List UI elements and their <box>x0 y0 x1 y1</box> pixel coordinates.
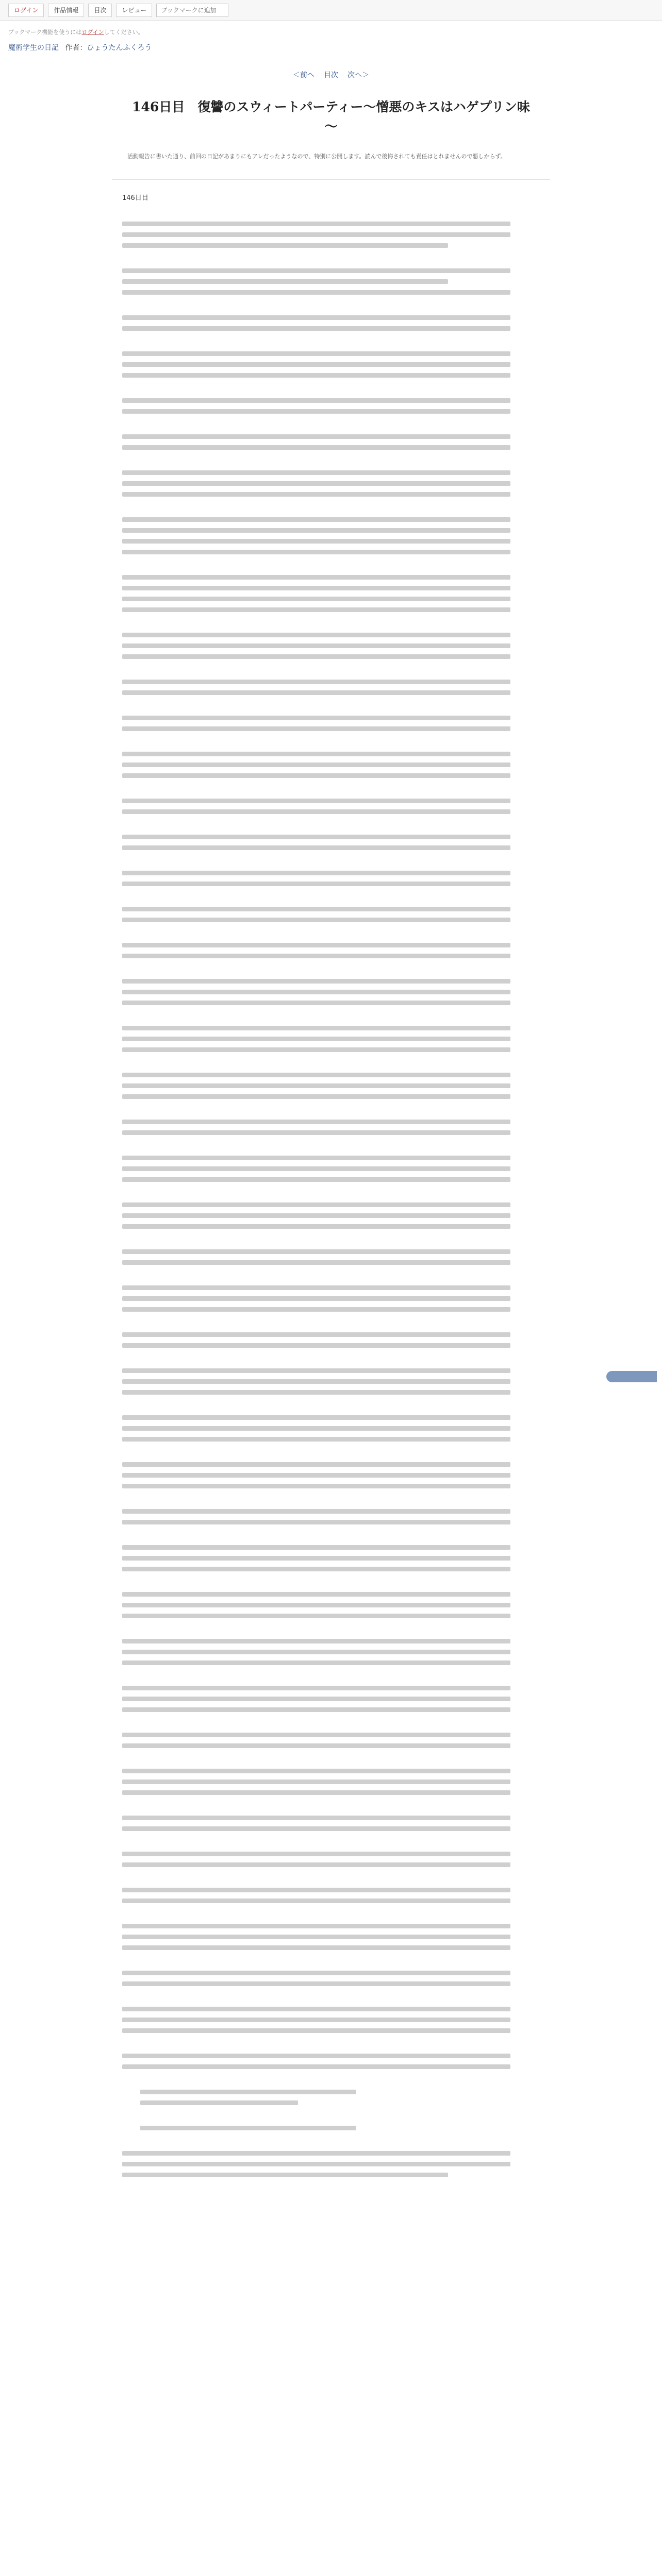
text-line <box>122 1981 510 1986</box>
body-paragraph <box>122 907 540 922</box>
body-paragraph <box>122 716 540 731</box>
body-paragraph <box>122 1462 540 1488</box>
episode-body-continued <box>112 2151 550 2177</box>
body-paragraph <box>122 1924 540 1950</box>
text-line <box>122 1790 510 1795</box>
text-line <box>122 1780 510 1784</box>
text-line <box>122 2173 448 2177</box>
text-line <box>122 907 510 911</box>
text-line <box>122 445 510 450</box>
text-line <box>122 2054 510 2058</box>
text-line <box>122 1426 510 1431</box>
text-line <box>122 1816 510 1820</box>
top-bar <box>0 0 662 21</box>
body-paragraph <box>122 835 540 850</box>
text-line <box>122 716 510 720</box>
text-line <box>122 1603 510 1607</box>
episode-body <box>112 222 550 2069</box>
text-line <box>122 1614 510 1618</box>
text-line <box>122 1285 510 1290</box>
text-line <box>122 1852 510 1856</box>
text-line <box>122 1307 510 1312</box>
text-line <box>122 1660 510 1665</box>
day-label: 146日目 <box>122 194 148 202</box>
text-line <box>122 232 510 237</box>
body-paragraph <box>122 1592 540 1618</box>
body-paragraph <box>122 351 540 378</box>
text-line <box>122 1177 510 1182</box>
text-line <box>122 481 510 486</box>
text-line <box>122 1001 510 1005</box>
text-line <box>122 492 510 497</box>
text-line <box>122 315 510 320</box>
author-link[interactable]: ひょうたんふくろう <box>87 44 152 52</box>
body-paragraph <box>122 1026 540 1052</box>
episode-page <box>112 70 550 2198</box>
text-line <box>122 290 510 295</box>
text-line <box>122 222 510 226</box>
body-paragraph <box>122 470 540 497</box>
text-line <box>122 835 510 839</box>
text-line <box>122 1639 510 1643</box>
episode-title: 146日目 復讐のスウィートパーティー～憎悪のキスはハゲプリン味～ <box>132 99 530 134</box>
text-line <box>122 2162 510 2166</box>
body-paragraph <box>122 1120 540 1135</box>
text-line <box>122 351 510 356</box>
text-line <box>122 1899 510 1903</box>
body-paragraph <box>122 1769 540 1795</box>
divider <box>112 179 550 180</box>
notice-suffix: してください。 <box>104 29 144 36</box>
text-line <box>122 882 510 886</box>
text-line <box>122 1484 510 1488</box>
body-paragraph <box>122 575 540 612</box>
body-paragraph <box>122 1545 540 1571</box>
body-paragraph <box>122 1415 540 1442</box>
text-line <box>122 2028 510 2033</box>
text-line <box>122 654 510 659</box>
author-prefix: 作者： <box>65 44 87 52</box>
text-line <box>122 726 510 731</box>
text-line <box>122 470 510 475</box>
text-line <box>122 1260 510 1265</box>
text-line <box>122 1094 510 1099</box>
text-line <box>122 1556 510 1561</box>
work-header <box>0 21 662 53</box>
text-line <box>122 1971 510 1975</box>
body-paragraph <box>122 1971 540 1986</box>
body-paragraph <box>122 871 540 886</box>
menu-review-button[interactable] <box>116 4 152 17</box>
episode-nav <box>112 70 550 80</box>
body-paragraph <box>122 1733 540 1748</box>
text-line <box>122 1073 510 1077</box>
next-link[interactable]: 次へ＞ <box>347 71 369 79</box>
text-line <box>122 1509 510 1514</box>
text-line <box>122 1545 510 1550</box>
text-line <box>122 539 510 544</box>
text-line <box>122 1202 510 1207</box>
text-line <box>122 326 510 331</box>
text-line <box>122 1743 510 1748</box>
text-line <box>122 1083 510 1088</box>
closing-note <box>140 2090 372 2130</box>
body-paragraph <box>122 1202 540 1229</box>
text-line <box>122 1462 510 1467</box>
text-line <box>122 1026 510 1030</box>
login-button[interactable] <box>8 4 44 17</box>
text-line <box>122 2007 510 2011</box>
menu-work-info-button[interactable] <box>48 4 84 17</box>
text-line <box>122 871 510 875</box>
body-paragraph <box>122 434 540 450</box>
page-top-tab[interactable] <box>606 1371 657 1382</box>
text-line <box>122 633 510 637</box>
text-line <box>122 517 510 522</box>
text-line <box>122 586 510 590</box>
body-paragraph <box>122 799 540 814</box>
text-line <box>122 528 510 533</box>
text-line <box>122 1733 510 1737</box>
body-paragraph <box>122 1249 540 1265</box>
text-line <box>122 1473 510 1478</box>
text-line <box>122 1296 510 1301</box>
text-line <box>122 1390 510 1395</box>
text-line <box>122 1888 510 1892</box>
body-paragraph <box>122 2007 540 2033</box>
search-input[interactable] <box>156 4 228 17</box>
text-line <box>122 362 510 367</box>
text-line <box>122 2018 510 2022</box>
text-line <box>122 1650 510 1654</box>
body-paragraph <box>122 268 540 295</box>
toc-link[interactable]: 目次 <box>324 71 338 79</box>
body-paragraph <box>122 1816 540 1831</box>
text-line <box>122 1130 510 1135</box>
text-line <box>122 607 510 612</box>
body-paragraph <box>122 680 540 695</box>
text-line <box>122 575 510 580</box>
body-paragraph <box>122 1368 540 1395</box>
login-notice <box>8 28 654 36</box>
text-line <box>122 1368 510 1373</box>
body-paragraph <box>122 517 540 554</box>
login-label: ログイン <box>14 7 39 14</box>
body-paragraph <box>140 2126 372 2130</box>
body-paragraph <box>122 1639 540 1665</box>
text-line <box>140 2126 356 2130</box>
text-line <box>122 1224 510 1229</box>
text-line <box>140 2100 298 2105</box>
body-paragraph <box>122 943 540 958</box>
text-line <box>122 990 510 994</box>
text-line <box>122 1826 510 1831</box>
text-line <box>122 268 510 273</box>
body-paragraph <box>122 2151 540 2177</box>
text-line <box>122 1120 510 1124</box>
text-line <box>122 409 510 414</box>
menu-toc-button[interactable] <box>88 4 112 17</box>
text-line <box>122 1935 510 1939</box>
text-line <box>122 279 448 284</box>
body-paragraph <box>122 1285 540 1312</box>
menu-label: レビュー <box>122 7 147 14</box>
text-line <box>122 2064 510 2069</box>
body-paragraph <box>122 1852 540 1867</box>
body-paragraph <box>122 315 540 331</box>
text-line <box>122 918 510 922</box>
prev-link[interactable]: ＜前へ <box>293 71 315 79</box>
text-line <box>122 979 510 984</box>
text-line <box>122 773 510 778</box>
text-line <box>122 643 510 648</box>
text-line <box>122 1156 510 1160</box>
text-line <box>122 434 510 439</box>
text-line <box>122 809 510 814</box>
text-line <box>122 1592 510 1597</box>
text-line <box>122 1415 510 1420</box>
body-paragraph <box>122 1156 540 1182</box>
body-paragraph <box>122 1686 540 1712</box>
text-line <box>122 1249 510 1254</box>
text-line <box>122 1567 510 1571</box>
episode-intro: 活動報告に書いた通り、前回の日記があまりにもアレだったようなので、特別に公開します。読んで後悔されても責任はとれませんので悪しからず。 <box>127 153 506 160</box>
text-line <box>122 752 510 756</box>
menu-label: 作品情報 <box>54 7 79 14</box>
text-line <box>122 1707 510 1712</box>
body-paragraph <box>122 222 540 248</box>
body-paragraph <box>122 1509 540 1524</box>
text-line <box>122 1862 510 1867</box>
work-title-link[interactable]: 魔術学生の日記 <box>8 44 59 52</box>
body-paragraph <box>122 979 540 1005</box>
text-line <box>122 954 510 958</box>
text-line <box>122 1437 510 1442</box>
notice-prefix: ブックマーク機能を使うには <box>8 29 82 36</box>
text-line <box>122 845 510 850</box>
body-paragraph <box>140 2090 372 2105</box>
body-paragraph <box>122 2054 540 2069</box>
text-line <box>122 1037 510 1041</box>
text-line <box>122 680 510 684</box>
text-line <box>122 1332 510 1337</box>
text-line <box>122 1520 510 1524</box>
text-line <box>122 597 510 601</box>
text-line <box>140 2090 356 2094</box>
text-line <box>122 373 510 378</box>
text-line <box>122 762 510 767</box>
menu-label: 目次 <box>94 7 107 14</box>
body-paragraph <box>122 1073 540 1099</box>
body-paragraph <box>122 1332 540 1348</box>
text-line <box>122 943 510 947</box>
text-line <box>122 1213 510 1218</box>
text-line <box>122 799 510 803</box>
text-line <box>122 398 510 403</box>
body-paragraph <box>122 398 540 414</box>
text-line <box>122 1697 510 1701</box>
text-line <box>122 2151 510 2156</box>
body-paragraph <box>122 752 540 778</box>
text-line <box>122 1047 510 1052</box>
work-info-line <box>8 42 654 53</box>
notice-login-link[interactable]: ログイン <box>81 29 104 36</box>
text-line <box>122 1379 510 1384</box>
text-line <box>122 1945 510 1950</box>
body-paragraph <box>122 633 540 659</box>
text-line <box>122 1924 510 1928</box>
text-line <box>122 690 510 695</box>
body-paragraph <box>122 1888 540 1903</box>
text-line <box>122 1343 510 1348</box>
text-line <box>122 1686 510 1690</box>
text-line <box>122 1166 510 1171</box>
text-line <box>122 243 448 248</box>
text-line <box>122 550 510 554</box>
text-line <box>122 1769 510 1773</box>
